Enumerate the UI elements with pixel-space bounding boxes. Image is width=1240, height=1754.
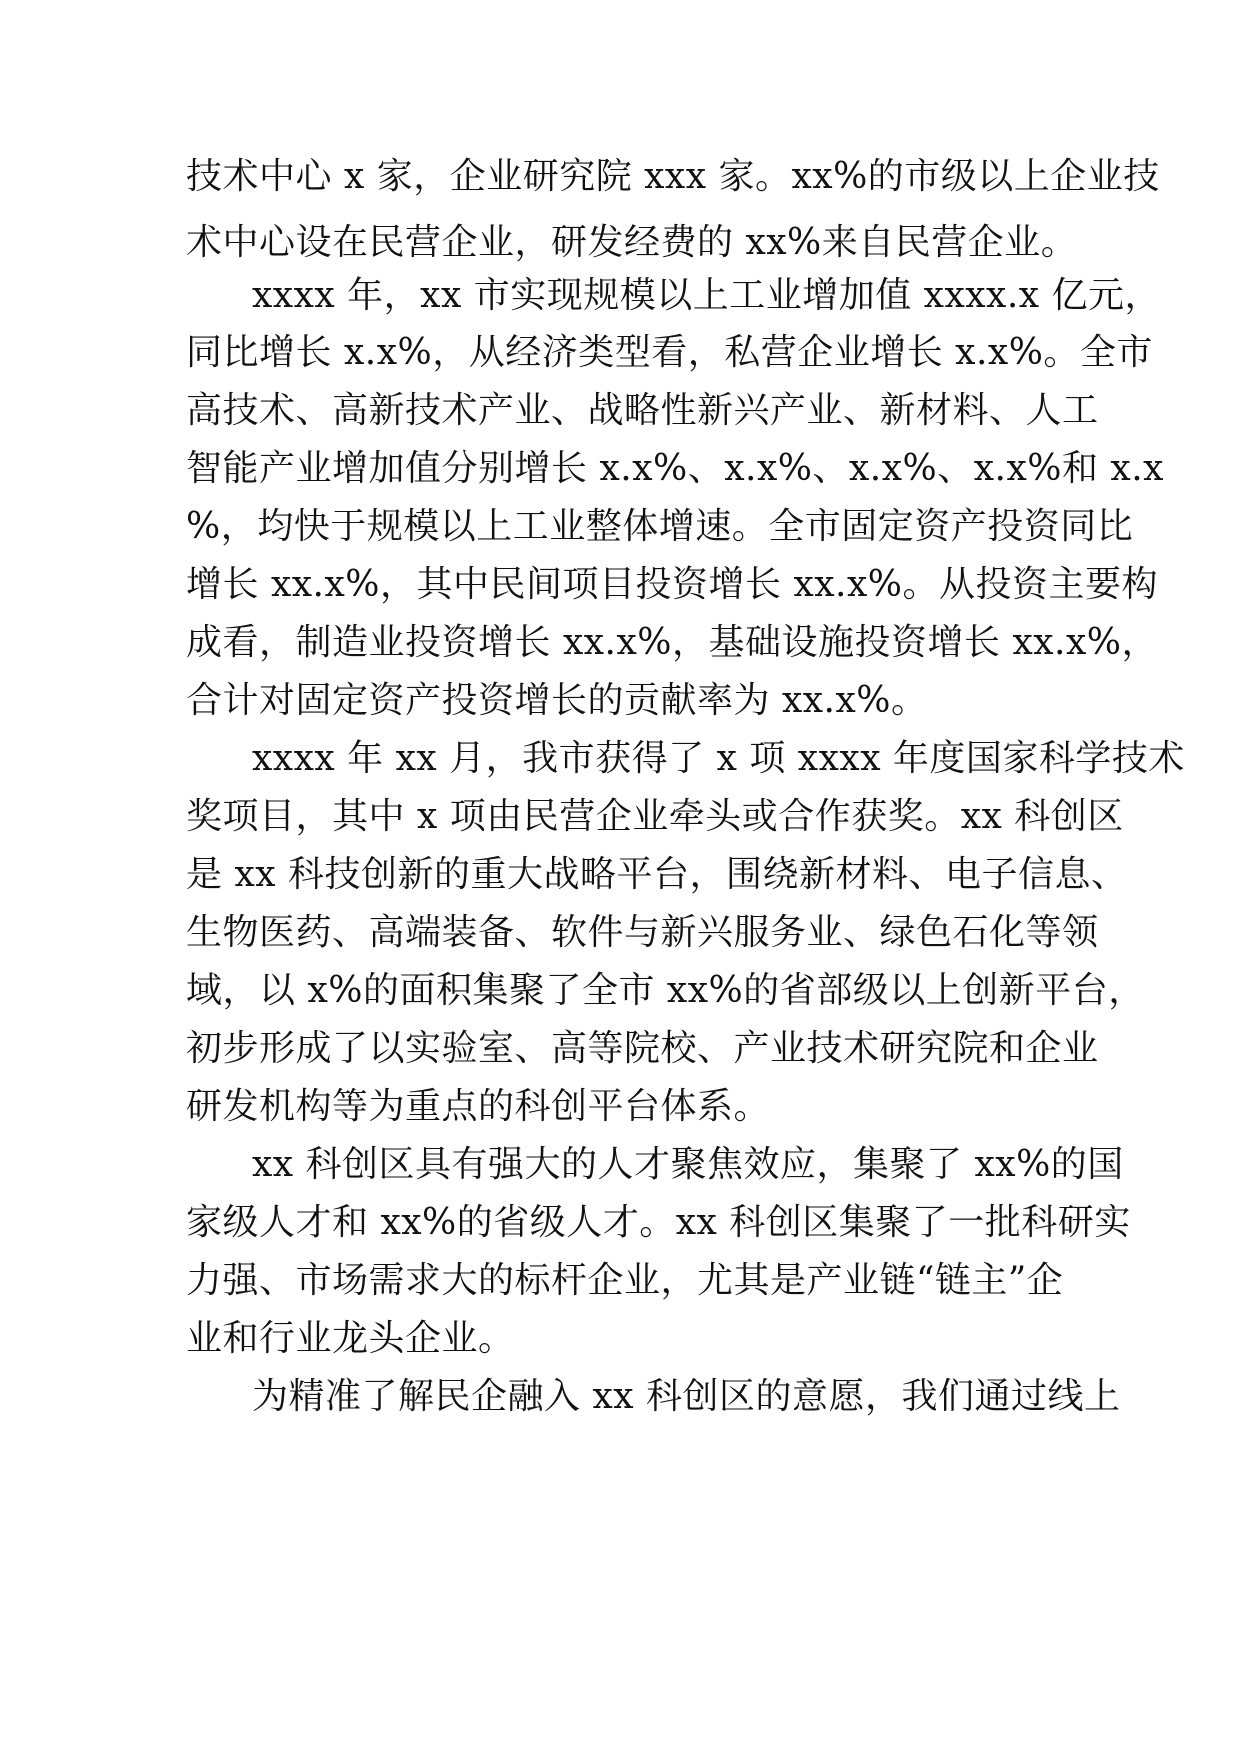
text-line: 同比增长 x.x%，从经济类型看，私营企业增长 x.x%。全市 bbox=[186, 332, 1153, 373]
paragraph-first-line: 为精准了解民企融入 xx 科创区的意愿，我们通过线上 bbox=[252, 1376, 1121, 1417]
text-line: %，均快于规模以上工业整体增速。全市固定资产投资同比 bbox=[186, 506, 1134, 547]
text-line: 生物医药、高端装备、软件与新兴服务业、绿色石化等领 bbox=[186, 912, 1099, 953]
paragraph-first-line: xx 科创区具有强大的人才聚焦效应，集聚了 xx%的国 bbox=[252, 1144, 1124, 1185]
paragraph-first-line: xxxx 年 xx 月，我市获得了 x 项 xxxx 年度国家科学技术 bbox=[252, 738, 1185, 779]
text-line: 增长 xx.x%，其中民间项目投资增长 xx.x%。从投资主要构 bbox=[186, 564, 1159, 605]
text-line: 研发机构等为重点的科创平台体系。 bbox=[186, 1086, 771, 1127]
text-line: 初步形成了以实验室、高等院校、产业技术研究院和企业 bbox=[186, 1028, 1099, 1069]
text-line: 技术中心 x 家，企业研究院 xxx 家。xx%的市级以上企业技 bbox=[186, 156, 1160, 197]
text-line: 域，以 x%的面积集聚了全市 xx%的省部级以上创新平台， bbox=[186, 970, 1145, 1011]
text-line: 智能产业增加值分别增长 x.x%、x.x%、x.x%、x.x%和 x.x bbox=[186, 448, 1164, 489]
text-line: 奖项目，其中 x 项由民营企业牵头或合作获奖。xx 科创区 bbox=[186, 796, 1124, 837]
text-line: 家级人才和 xx%的省级人才。xx 科创区集聚了一批科研实 bbox=[186, 1202, 1131, 1243]
paragraph-first-line: xxxx 年，xx 市实现规模以上工业增加值 xxxx.x 亿元， bbox=[252, 275, 1162, 316]
text-line: 力强、市场需求大的标杆企业，尤其是产业链“链主”企 bbox=[186, 1260, 1064, 1301]
text-line: 业和行业龙头企业。 bbox=[186, 1318, 515, 1359]
text-line: 是 xx 科技创新的重大战略平台，围绕新材料、电子信息、 bbox=[186, 854, 1128, 895]
text-line: 高技术、高新技术产业、战略性新兴产业、新材料、人工 bbox=[186, 390, 1099, 431]
text-line: 术中心设在民营企业，研发经费的 xx%来自民营企业。 bbox=[186, 222, 1078, 263]
text-line: 合计对固定资产投资增长的贡献率为 xx.x%。 bbox=[186, 680, 928, 721]
text-line: 成看，制造业投资增长 xx.x%，基础设施投资增长 xx.x%， bbox=[186, 622, 1159, 663]
